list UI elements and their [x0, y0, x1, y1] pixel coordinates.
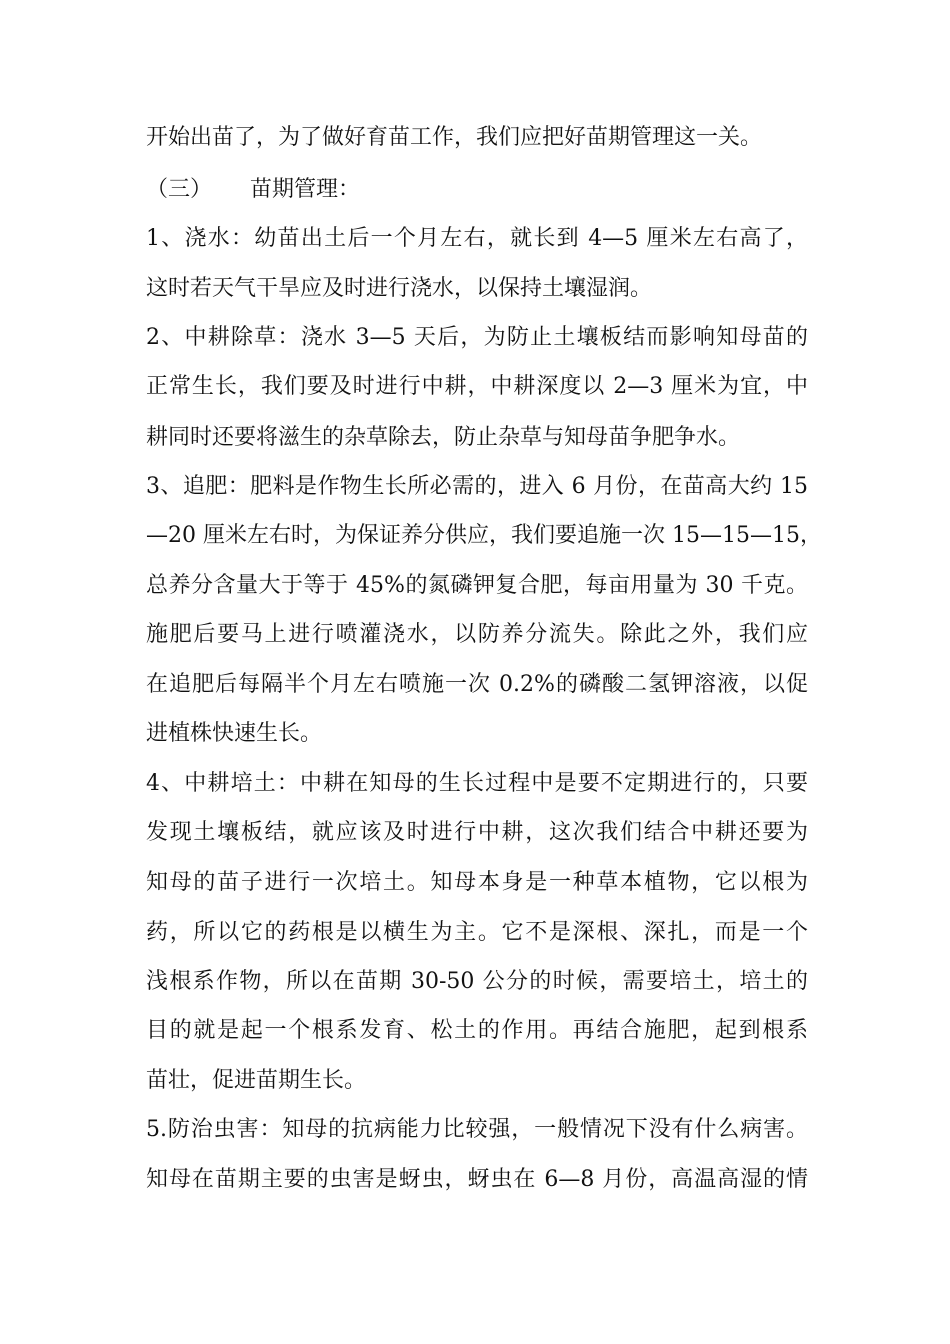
paragraph-line: 浅根系作物，所以在苗期 30-50 公分的时候，需要培土，培土的 — [146, 969, 808, 994]
paragraph-line: 在追肥后每隔半个月左右喷施一次 0.2%的磷酸二氢钾溶液，以促 — [146, 672, 808, 697]
paragraph-line: 目的就是起一个根系发育、松土的作用。再结合施肥，起到根系 — [146, 1018, 808, 1043]
paragraph-line: 2、中耕除草：浇水 3—5 天后，为防止土壤板结而影响知母苗的 — [146, 325, 808, 350]
section-heading — [146, 175, 808, 205]
paragraph-line: 药，所以它的药根是以横生为主。它不是深根、深扎，而是一个 — [146, 920, 808, 945]
paragraph-line: 知母在苗期主要的虫害是蚜虫，蚜虫在 6—8 月份，高温高湿的情 — [146, 1167, 808, 1192]
paragraph-line: 开始出苗了，为了做好育苗工作，我们应把好苗期管理这一关。 — [146, 125, 763, 150]
paragraph-line: 正常生长，我们要及时进行中耕，中耕深度以 2—3 厘米为宜，中 — [146, 374, 808, 399]
paragraph-line: 3、追肥：肥料是作物生长所必需的，进入 6 月份，在苗高大约 15 — [146, 474, 808, 499]
paragraph-line: 施肥后要马上进行喷灌浇水，以防养分流失。除此之外，我们应 — [146, 622, 808, 647]
paragraph-line: 发现土壤板结，就应该及时进行中耕，这次我们结合中耕还要为 — [146, 820, 808, 845]
section-title: 苗期管理： — [250, 177, 361, 202]
paragraph-line: 4、中耕培土：中耕在知母的生长过程中是要不定期进行的，只要 — [146, 771, 808, 796]
paragraph-line: 耕同时还要将滋生的杂草除去，防止杂草与知母苗争肥争水。 — [146, 425, 741, 450]
paragraph-line: —20 厘米左右时，为保证养分供应，我们要追施一次 15—15—15， — [146, 523, 822, 548]
paragraph-line: 总养分含量大于等于 45%的氮磷钾复合肥，每亩用量为 30 千克。 — [146, 573, 808, 598]
paragraph-line: 这时若天气干旱应及时进行浇水，以保持土壤湿润。 — [146, 276, 653, 301]
paragraph-line: 知母的苗子进行一次培土。知母本身是一种草本植物，它以根为 — [146, 870, 808, 895]
paragraph-line: 进植株快速生长。 — [146, 721, 323, 746]
paragraph-line: 苗壮，促进苗期生长。 — [146, 1068, 367, 1093]
paragraph-line: 5.防治虫害：知母的抗病能力比较强，一般情况下没有什么病害。 — [146, 1117, 808, 1142]
section-number: （三） — [146, 177, 213, 202]
paragraph-line: 1、浇水：幼苗出土后一个月左右，就长到 4—5 厘米左右高了， — [146, 226, 808, 251]
